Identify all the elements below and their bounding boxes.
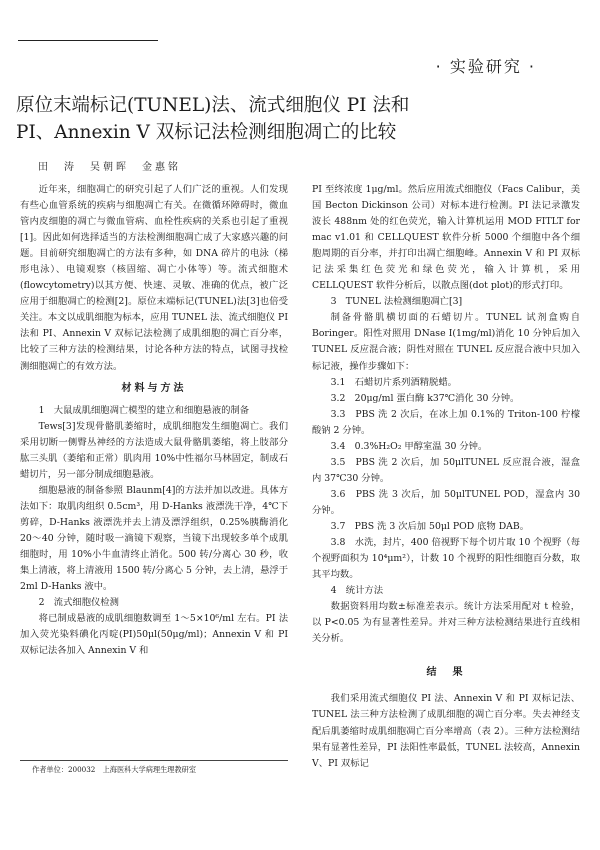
step-3-5: 3.5 PBS 洗 2 次后，加 50μlTUNEL 反应混合液，湿盒内 37℃30 分钟。 (312, 456, 580, 484)
methods-heading: 材料与方法 (121, 382, 187, 394)
intro-paragraph: 近年来，细胞凋亡的研究引起了人们广泛的重视。人们发现有些心血管系统的疾病与细胞凋亡有关。在微循环障碍时，微血管内皮细胞的凋亡与微血管病、血栓性疾病的关系也引起了重视[1]。因此如何选择适当的方法检测细胞凋亡成了大家感兴趣的问题。目前研究细胞凋亡的方法有多种，如 DNA 碎片的电泳（梯形电泳）、电镜观察（核固缩、凋亡小体等）等。流式细胞术(flowcytometry)以其方便、快速、灵敏、准确的优点，被广泛应用于细胞凋亡的检测[2]。原位末端标记(TUNEL)法[3]也倍受关注。本文以成肌细胞为标本，应用 TUNEL 法、流式细胞仪 PI 法和 PI、Annexin V 双标记法检测了成肌细胞的凋亡百分率，比较了三种方法的检测结果，讨论各种方法的特点，试图寻找检测细胞凋亡的有效方法。 (20, 184, 288, 372)
subsection-3-paragraph: 制备骨骼肌横切面的石蜡切片。TUNEL 试剂盒购自 Boringer。阳性对照用 DNase I(1mg/ml)消化 10 分钟后加入 TUNEL 反应混合液；阴性对照在 TUNEL 反应混合液中只加入标记液，操作步骤如下： (312, 312, 580, 372)
title-line-1: 原位末端标记(TUNEL)法、流式细胞仪 PI 法和 (16, 95, 410, 116)
right-column (312, 182, 580, 772)
subsection-2-heading: 2 流式细胞仪检测 (38, 597, 119, 609)
subsection-2-paragraph: 将已制成悬液的成肌细胞数调至 1～5×10⁶/ml 左右。PI 法加入荧光染料碘化丙啶(PI)50μl(50μg/ml)；Annexin V 和 PI 双标记法各加入 Annexin V 和 (20, 613, 288, 657)
results-heading: 结 果 (426, 667, 466, 679)
step-3-7: 3.7 PBS 洗 3 次后加 50μl POD 底物 DAB。 (330, 520, 529, 532)
subsection-3-heading: 3 TUNEL 法检测细胞凋亡[3] (330, 296, 463, 308)
step-3-8: 3.8 水洗，封片，400 倍视野下每个切片取 10 个视野（每个视野面积为 10⁴μm²），计数 10 个视野的阳性细胞百分数，取其平均数。 (312, 537, 580, 581)
article-title (16, 92, 586, 146)
header-rule (18, 40, 158, 41)
title-line-2: PI、Annexin V 双标记法检测细胞凋亡的比较 (16, 122, 397, 143)
step-3-1: 3.1 石蜡切片系列酒精脱蜡。 (330, 376, 457, 388)
step-3-6: 3.6 PBS 洗 3 次后，加 50μlTUNEL POD，湿盒内 30 分钟。 (312, 488, 580, 516)
authors: 田 涛 吴朝晖 金惠铭 (38, 162, 181, 173)
subsection-1-paragraph-1: Tews[3]发现骨骼肌萎缩时，成肌细胞发生细胞凋亡。我们采用切断一侧臀丛神经的方法造成大鼠骨骼肌萎缩，将上肢部分肱三头肌（萎缩和正常）肌肉用 10%中性福尔马林固定，制成石蜡切片，另一部分制成细胞悬液。 (20, 420, 288, 480)
subsection-1-heading: 1 大鼠成肌细胞凋亡模型的建立和细胞悬液的制备 (38, 404, 250, 416)
section-tag: · 实验研究 · (435, 57, 536, 76)
subsection-4-paragraph: 数据资料用均数±标准差表示。统计方法采用配对 t 检验，以 P<0.05 为有显著性差异。并对三种方法检测结果进行直线相关分析。 (312, 601, 580, 645)
subsection-1-paragraph-2: 细胞悬液的制备参照 Blaunm[4]的方法并加以改进。具体方法如下：取肌肉组织 0.5cm³，用 D-Hanks 液漂洗干净，4℃下剪碎，D-Hanks 液漂洗并去上清及漂浮组织，0.25%胰酶消化 20～40 分钟，随时吸一滴镜下观察，当镜下出现较多单个成肌细胞时，用 10%小牛血清终止消化。500 转/分离心 30 秒，收集上清液，将上清液用 1500 转/分离心 5 分钟，去上清，悬浮于 2ml D-Hanks 液中。 (20, 484, 288, 593)
author-affiliation: 作者单位：200032 上海医科大学病理生理教研室 (32, 765, 197, 774)
results-paragraph: 我们采用流式细胞仪 PI 法、Annexin V 和 PI 双标记法、TUNEL 法三种方法检测了成肌细胞的凋亡百分率。失去神经支配后肌萎缩时成肌细胞凋亡百分率增高（表 2）。三种方法检测结果有显著性差异，PI 法阳性率最低，TUNEL 法较高，Annexin V、PI 双标记 (312, 693, 580, 769)
left-column (20, 182, 288, 659)
footnote-rule (20, 760, 288, 761)
subsection-4-heading: 4 统计方法 (330, 585, 383, 597)
step-3-4: 3.4 0.3%H₂O₂ 甲醇室温 30 分钟。 (330, 440, 488, 452)
step-3-2: 3.2 20μg/ml 蛋白酶 k37℃消化 30 分钟。 (330, 392, 520, 404)
continued-paragraph: PI 至终浓度 1μg/ml。然后应用流式细胞仪（Facs Calibur，美国 Becton Dickinson 公司）对标本进行检测。PI 法记录激发波长 488nm 处的红色荧光，输入计算机运用 MOD FITLT for mac v1.01 和 CELLQUEST 软件分析 5000 个细胞中各个细胞周期的百分率，并打印出凋亡细胞峰。Annexin V 和 PI 双标记法采集红色荧光和绿色荧光，输入计算机，采用 CELLQUEST 软件分析后，以散点图(dot plot)的形式打印。 (312, 184, 580, 292)
step-3-3: 3.3 PBS 洗 2 次后，在冰上加 0.1%的 Triton-100 柠檬酸钠 2 分钟。 (312, 408, 580, 436)
